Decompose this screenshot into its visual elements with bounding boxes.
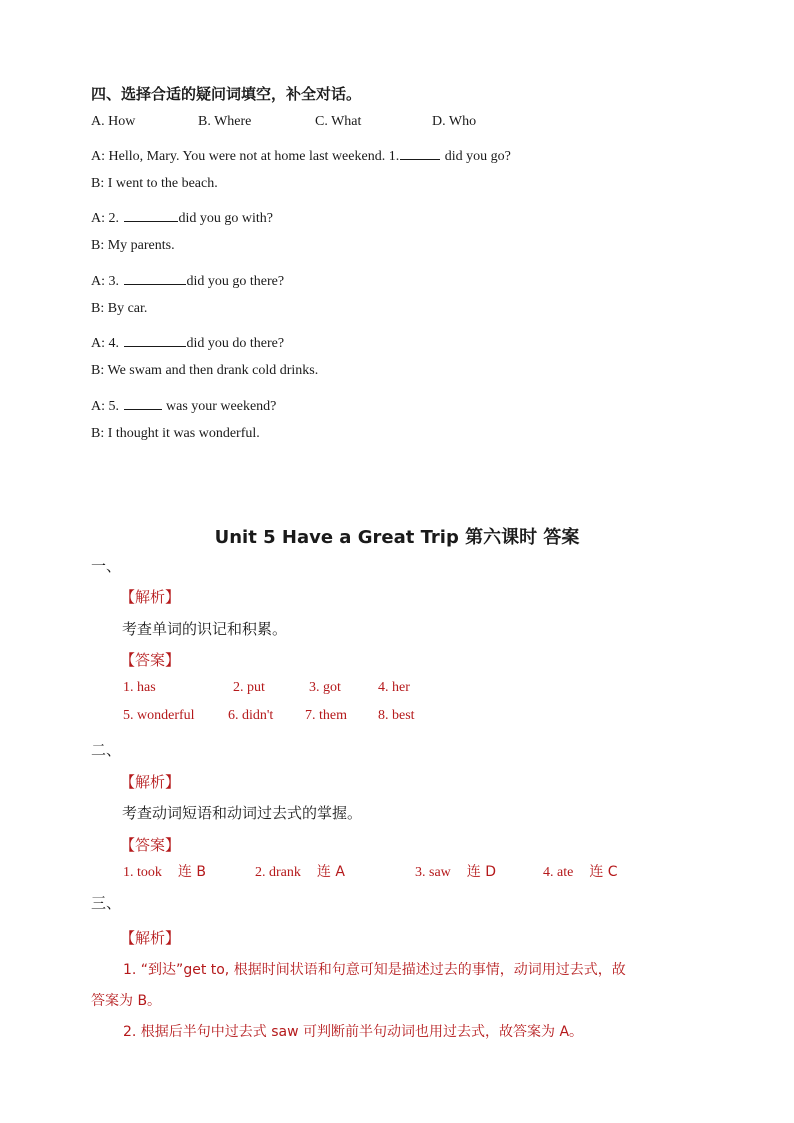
dialogue-line: A: 3. did you go there? [91,270,284,290]
option-c: C. What [315,114,362,129]
answer-item: 3. got [309,680,341,695]
answer-item: 7. them [305,708,347,723]
answer-blank[interactable] [400,145,440,160]
answer-item: 5. wonderful [123,708,195,723]
part-heading: 三、 [91,894,122,912]
analysis-text: 考查动词短语和动词过去式的掌握。 [122,804,363,822]
part-heading: 一、 [91,557,122,575]
answer-tag: 【答案】 [120,651,181,669]
answer-blank[interactable] [124,332,186,347]
answer-item: 2. put [233,680,265,695]
option-d: D. Who [432,114,477,129]
answer-item: 2. drank 连 A [255,864,345,880]
section-title: 四、选择合适的疑问词填空，补全对话。 [91,85,362,103]
explanation-text: 答案为 B。 [91,993,162,1009]
answer-item: 3. saw 连 D [415,864,497,880]
answer-item: 4. her [378,680,410,695]
answer-item: 1. has [123,680,156,695]
part-heading: 二、 [91,741,122,759]
analysis-tag: 【解析】 [120,773,181,791]
option-b: B. Where [198,114,252,129]
answer-item: 4. ate 连 C [543,864,618,880]
dialogue-line: A: 2. did you go with? [91,207,273,227]
dialogue-line: A: 4. did you do there? [91,332,284,352]
answer-item: 8. best [378,708,415,723]
answers-title: Unit 5 Have a Great Trip 第六课时 答案 [214,527,580,548]
dialogue-line: A: 5. was your weekend? [91,395,276,415]
analysis-text: 考查单词的识记和积累。 [122,620,288,638]
analysis-tag: 【解析】 [120,929,181,947]
option-a: A. How [91,114,136,129]
explanation-text: 1. “到达”get to, 根据时间状语和句意可知是描述过去的事情，动词用过去式，故 [123,962,626,978]
analysis-tag: 【解析】 [120,588,181,606]
dialogue-line: B: I went to the beach. [91,176,218,191]
answer-blank[interactable] [124,395,162,410]
dialogue-line: A: Hello, Mary. You were not at home last weekend. 1. did you go? [91,145,511,165]
answer-item: 1. took 连 B [123,864,206,880]
dialogue-line: B: By car. [91,301,148,316]
explanation-text: 2. 根据后半句中过去式 saw 可判断前半句动词也用过去式，故答案为 A。 [123,1024,584,1040]
dialogue-line: B: I thought it was wonderful. [91,426,260,441]
answer-item: 6. didn't [228,708,274,723]
answer-blank[interactable] [124,270,186,285]
answer-tag: 【答案】 [120,836,181,854]
answer-blank[interactable] [124,207,178,222]
dialogue-line: B: My parents. [91,238,175,253]
dialogue-line: B: We swam and then drank cold drinks. [91,363,319,378]
